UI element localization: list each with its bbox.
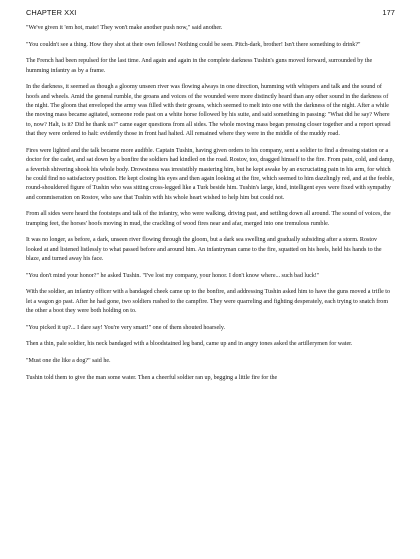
page-header xyxy=(26,8,395,17)
chapter-title: CHAPTER XXI xyxy=(26,8,77,17)
paragraph: It was no longer, as before, a dark, unseen river flowing through the gloom, but a dark sea swelling and gradually subsiding after a storm. Rostov looked at and listened listlessly to what passed before and around him. An infantryman came to the fire, squatted on his heels, held his hands to the blaze, and turned away his face. xyxy=(26,237,382,263)
paragraph: The French had been repulsed for the last time. And again and again in the complete darkness Tushin's guns moved forward, surrounded by the humming infantry as by a frame. xyxy=(26,58,373,74)
paragraph: "You don't mind your honor?" he asked Tushin. "I've lost my company, your honor. I don't know where... such bad luck!" xyxy=(26,272,320,279)
paragraph: "You picked it up?... I dare say! You're very smart!" one of them shouted hoarsely. xyxy=(26,324,225,331)
paragraph: "You couldn't see a thing. How they shot at their own fellows! Nothing could be seen. Pitch-dark, brother! Isn't there something to drink?" xyxy=(26,41,361,48)
paragraph: "We've given it 'em hot, mate! They won't make another push now," said another. xyxy=(26,25,223,31)
paragraph: Then a thin, pale soldier, his neck bandaged with a bloodstained leg band, came up and in angry tones asked the artillerymen for water. xyxy=(26,341,353,348)
paragraph: Fires were lighted and the talk became more audible. Captain Tushin, having given orders to his company, sent a soldier to find a dressing station or a doctor for the cadet, and sat down by a bonfire the soldiers had kindled on the road. Rostov, too, dragged himself to the fire. From pain, cold, and damp, a feverish shivering shook his whole body. Drowsiness was irresistibly mastering him, but he kept awake by an excruciating pain in his arm, for which he could find no satisfactory position. He kept closing his eyes and then again looking at the fire, which seemed to him dazzlingly red, and at the feeble, round-shouldered figure of Tushin who was sitting cross-legged like a Turk beside him. Tushin's large, kind, intelligent eyes were fixed with sympathy and commiseration on Rostov, who saw that Tushin with his whole heart wished to help him but could not. xyxy=(26,147,395,201)
page-body xyxy=(26,24,395,383)
book-page xyxy=(26,8,395,390)
paragraph: "Must one die like a dog?" said he. xyxy=(26,358,111,365)
paragraph: With the soldier, an infantry officer with a bandaged cheek came up to the bonfire, and addressing Tushin asked him to have the guns moved a trifle to let a wagon go past. After he had gone, two soldiers rushed to the campfire. They were quarreling and fighting desperately, each trying to snatch from the other a boot they were both holding on to. xyxy=(26,289,390,315)
paragraph: From all sides were heard the footsteps and talk of the infantry, who were walking, driving past, and settling down all around. The sound of voices, the tramping feet, the horses' hoofs moving in mud, the crackling of wood fires near and afar, merged into one tremulous rumble. xyxy=(26,211,391,227)
page-number: 177 xyxy=(382,8,395,17)
paragraph: Tushin told them to give the man some water. Then a cheerful soldier ran up, begging a little fire for the xyxy=(26,374,278,381)
paragraph: In the darkness, it seemed as though a gloomy unseen river was flowing always in one direction, humming with whispers and talk and the sound of hoofs and wheels. Amid the general rumble, the groans and voices of the wounded were more distinctly heard than any other sound in the darkness of the night. The gloom that enveloped the army was filled with their groans, which seemed to melt into one with the darkness of the night. After a while the moving mass became agitated, someone rode past on a white horse followed by his suite, and said something in passing: "What did he say? Where to, now? Halt, is it? Did he thank us?" came eager questions from all sides. The whole moving mass began pressing closer together and a report spread that they were ordered to halt: evidently those in front had halted. All remained where they were in the middle of the muddy road. xyxy=(26,84,391,138)
